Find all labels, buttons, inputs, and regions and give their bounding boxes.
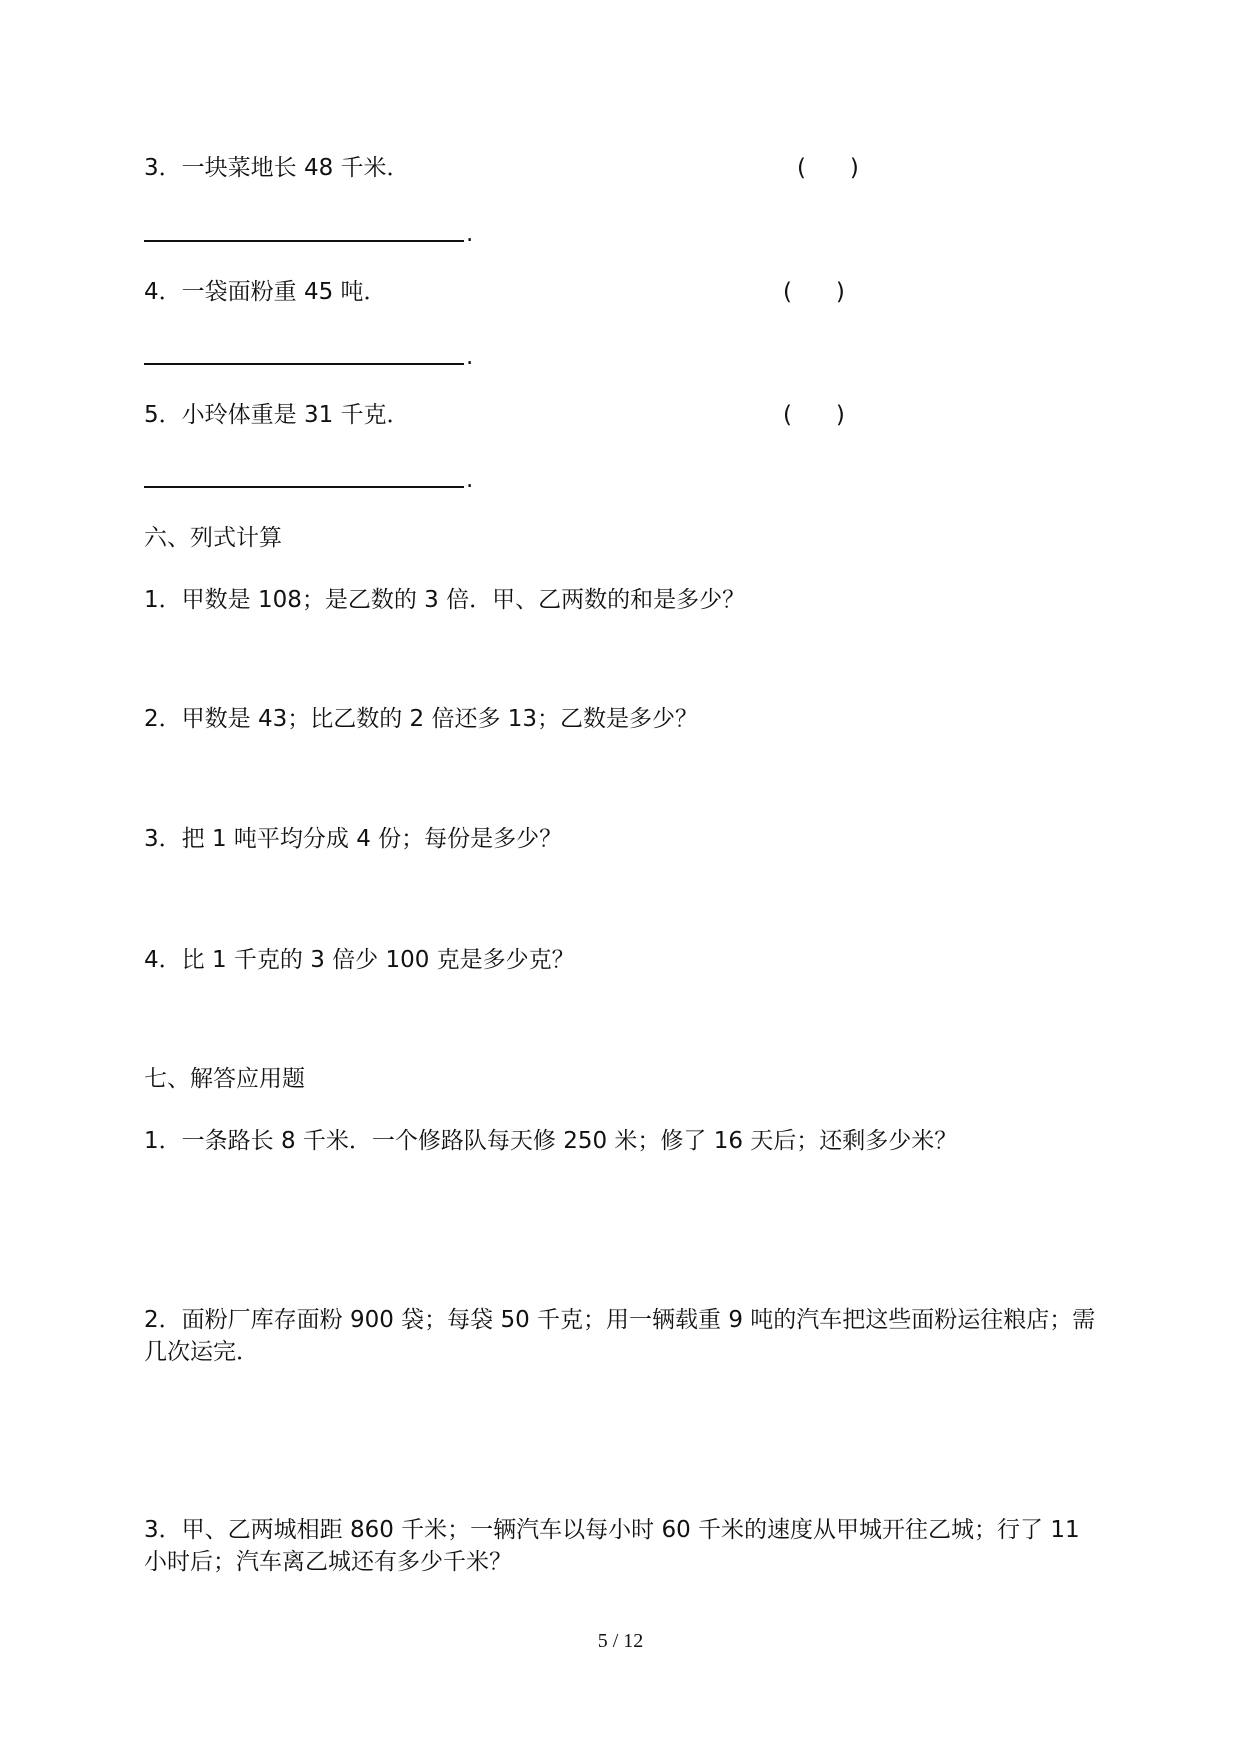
calculation-question-3: 3．把 1 吨平均分成 4 份；每份是多少？ [144,826,563,852]
answer-parentheses-5[interactable]: ( ) [783,402,845,428]
section-title-word-problems: 七、解答应用题 [144,1066,305,1092]
judgment-item-5: 5．小玲体重是 31 千克． [144,402,410,428]
answer-line-4[interactable] [144,363,464,365]
judgment-item-4: 4．一袋面粉重 45 吨． [144,279,387,305]
calculation-question-4: 4．比 1 千克的 3 倍少 100 克是多少克？ [144,947,575,973]
calculation-question-2: 2．甲数是 43；比乙数的 2 倍还多 13；乙数是多少？ [144,706,699,732]
answer-line-period-3: . [466,221,474,247]
answer-line-3[interactable] [144,240,464,242]
judgment-item-3: 3．一块菜地长 48 千米． [144,155,410,181]
answer-line-period-5: . [466,467,474,493]
word-problem-1: 1．一条路长 8 千米．一个修路队每天修 250 米；修了 16 天后；还剩多少米？ [144,1128,958,1154]
word-problem-3: 3．甲、乙两城相距 860 千米；一辆汽车以每小时 60 千米的速度从甲城开往乙城；行了 11 小时后；汽车离乙城还有多少千米？ [144,1517,1080,1575]
answer-line-5[interactable] [144,486,464,488]
page-number: 5 / 12 [597,1630,644,1652]
section-title-calculation: 六、列式计算 [144,525,282,551]
answer-line-period-4: . [466,344,474,370]
answer-parentheses-3[interactable]: ( ) [797,155,859,181]
word-problem-2: 2．面粉厂库存面粉 900 袋；每袋 50 千克；用一辆载重 9 吨的汽车把这些面粉运往粮店；需几次运完． [144,1307,1096,1365]
answer-parentheses-4[interactable]: ( ) [783,279,845,305]
calculation-question-1: 1．甲数是 108；是乙数的 3 倍．甲、乙两数的和是多少？ [144,587,746,613]
